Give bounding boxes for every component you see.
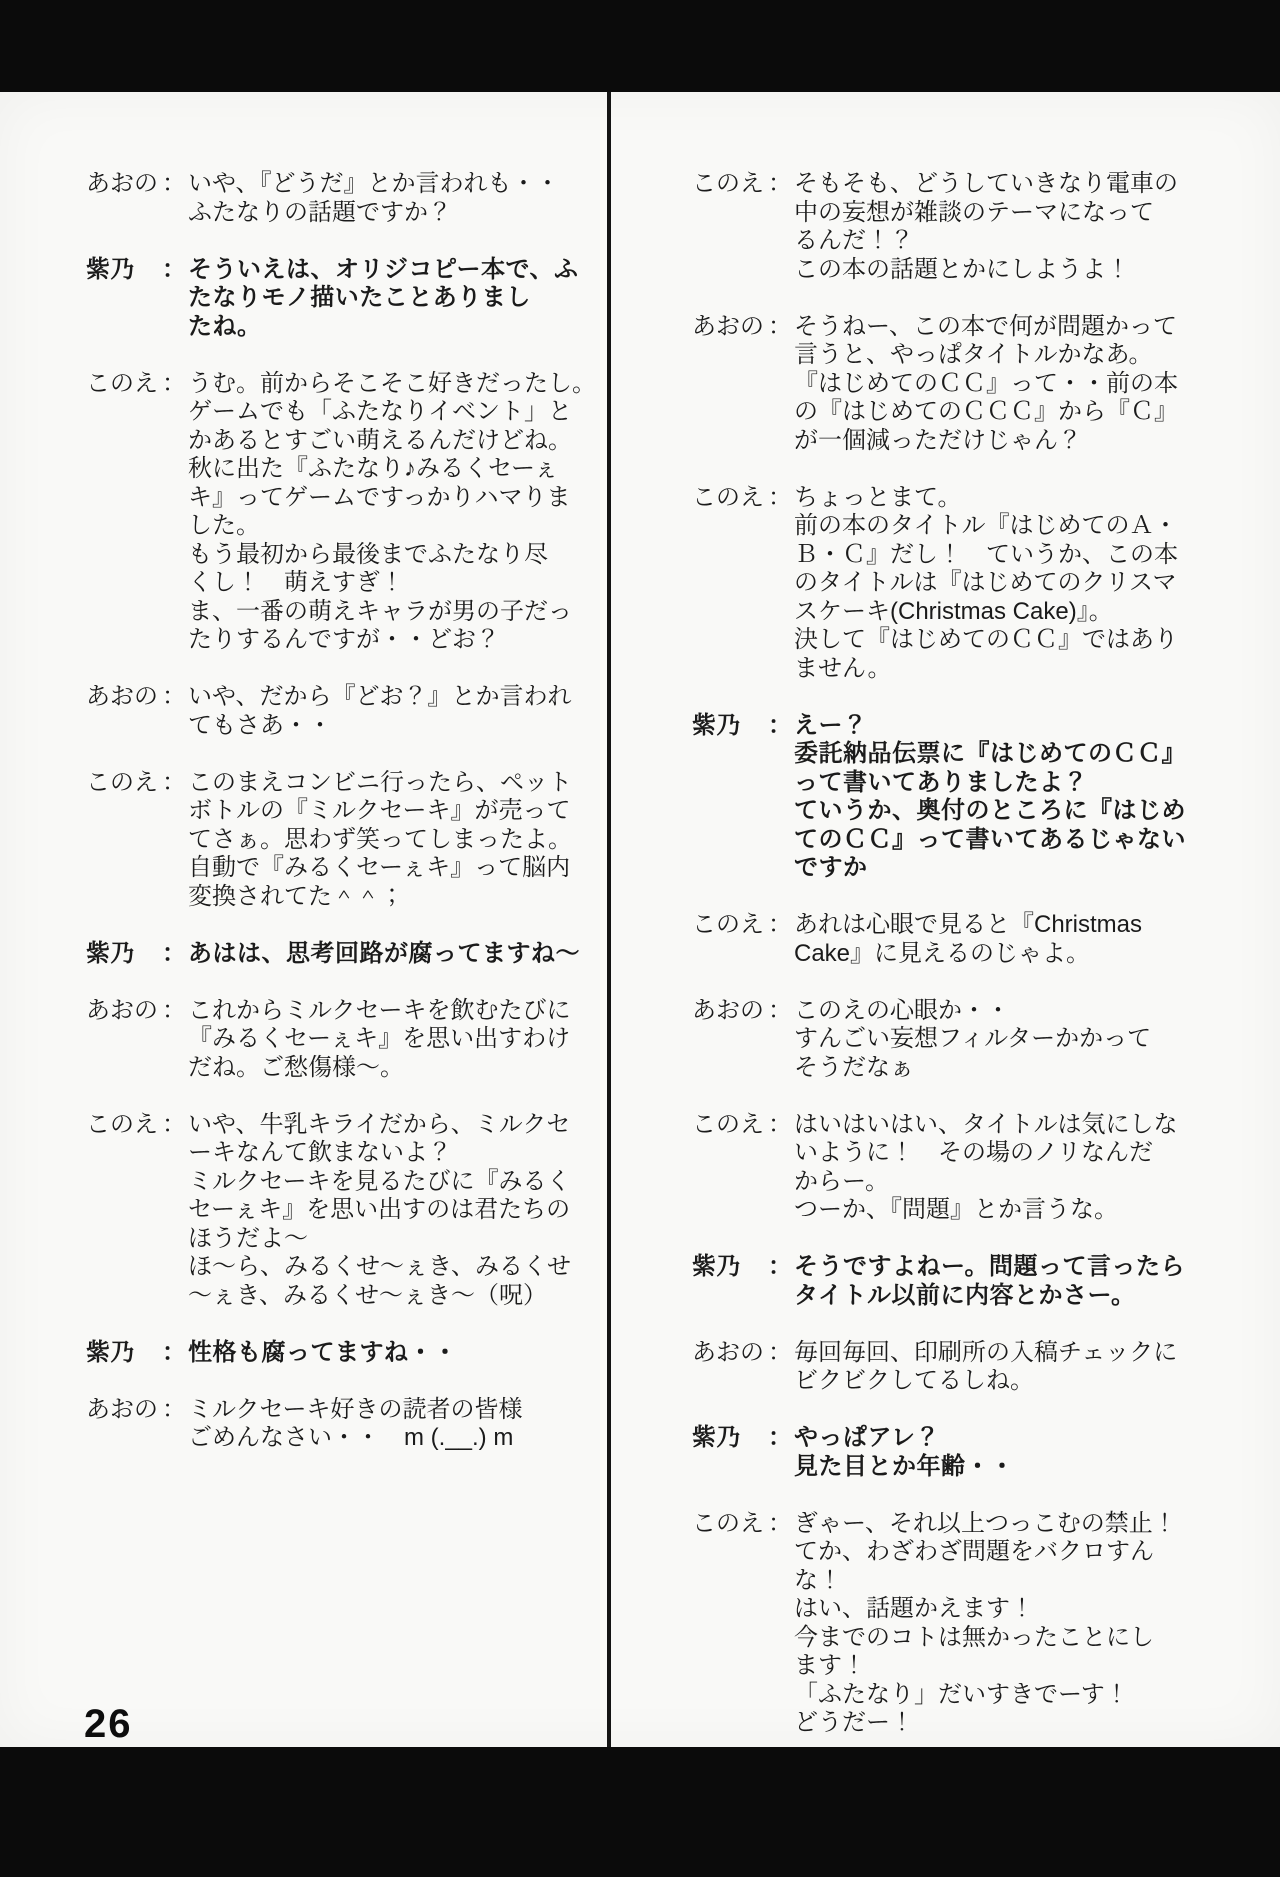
dialogue-line: そういえは、オリジコピー本で、ふ: [188, 255, 579, 283]
dialogue-line: てか、わざわざ問題をバクロすん: [794, 1538, 1154, 1565]
dialogue-line: このえの心眼か・・: [794, 996, 1010, 1024]
page-number: 26: [84, 1702, 133, 1746]
speaker-name: このえ: [692, 1110, 764, 1138]
speaker-colon: ：: [768, 170, 792, 197]
dialogue-line: もう最初から最後までふたなり尽: [188, 540, 548, 568]
dialogue-line: ミルクセーキ好きの読者の皆様: [188, 1395, 523, 1423]
dialogue-line: てさぁ。思わず笑ってしまったよ。: [188, 825, 572, 853]
dialogue-line: 変換されてた＾＾；: [188, 882, 404, 910]
dialogue-line: うむ。前からそこそこ好きだったし。: [188, 369, 596, 397]
dialogue-line: ていうか、奥付のところに『はじめ: [794, 797, 1186, 824]
dialogue-lines: [794, 997, 1212, 1083]
dialogue-line: のタイトルは『はじめてのクリスマ: [794, 569, 1177, 596]
speaker-colon: ：: [768, 312, 792, 340]
dialogue-lines: [188, 1339, 598, 1368]
dialogue-block: [86, 769, 598, 912]
dialogue-lines: [188, 997, 598, 1083]
dialogue-line: あはは、思考回路が腐ってますね～: [188, 939, 580, 967]
dialogue-block: [692, 1424, 1212, 1481]
speaker-colon: ：: [162, 996, 186, 1024]
dialogue-line: キ』ってゲームですっかりハマりま: [188, 483, 571, 511]
dialogue-line: かあるとすごい萌えるんだけどね。: [188, 426, 572, 454]
dialogue-line: ま、一番の萌えキャラが男の子だっ: [188, 597, 572, 625]
dialogue-lines: [794, 1510, 1212, 1738]
dialogue-line: くし！ 萌えすぎ！: [188, 569, 404, 596]
speaker-name: このえ: [692, 170, 764, 197]
dialogue-line: そうだなぁ: [794, 1053, 914, 1081]
dialogue-line: たなりモノ描いたことありまし: [188, 284, 531, 311]
speaker-name: このえ: [692, 483, 764, 511]
speaker-name: このえ: [86, 1110, 158, 1138]
speaker-colon: ：: [162, 768, 186, 796]
dialogue-block: [86, 683, 598, 740]
speaker-name: あおの: [692, 996, 764, 1024]
dialogue-lines: [794, 313, 1212, 456]
dialogue-lines: [794, 1111, 1212, 1225]
dialogue-block: [692, 313, 1212, 456]
dialogue-line: Ｂ・Ｃ』だし！ ていうか、この本: [794, 540, 1178, 568]
dialogue-line: いや、だから『どお？』とか言われ: [188, 683, 572, 710]
scan-top-border: [0, 0, 1280, 92]
dialogue-block: [692, 911, 1212, 968]
speaker-name: 紫乃: [692, 711, 741, 739]
speaker-name: このえ: [692, 1509, 764, 1537]
dialogue-line: 『はじめてのＣＣ』って・・前の本: [794, 369, 1178, 397]
speaker-colon: ：: [768, 1424, 793, 1451]
dialogue-line: Cake』に見えるのじゃよ。: [794, 939, 1091, 967]
dialogue-line: ごめんなさい・・ m (.__.) m: [188, 1424, 514, 1451]
dialogue-line: この本の話題とかにしようよ！: [794, 255, 1130, 283]
speaker-name: あおの: [86, 996, 158, 1024]
dialogue-block: [86, 997, 598, 1083]
dialogue-line: 決して『はじめてのＣＣ』ではあり: [794, 626, 1178, 653]
dialogue-line: ほうだよ～: [188, 1224, 308, 1252]
dialogue-lines: [794, 712, 1212, 883]
dialogue-block: [86, 1111, 598, 1311]
speaker-name: あおの: [692, 1338, 764, 1366]
speaker-colon: ：: [162, 170, 186, 197]
dialogue-line: いや、『どうだ』とか言われも・・: [188, 170, 560, 197]
dialogue-line: そもそも、どうしていきなり電車の: [794, 170, 1178, 197]
dialogue-line: だね。ご愁傷様～。: [188, 1053, 404, 1081]
dialogue-line: の『はじめてのＣＣＣ』から『Ｃ』: [794, 398, 1178, 425]
dialogue-line: たね。: [188, 312, 262, 340]
dialogue-line: ぎゃー、それ以上つっこむの禁止！: [794, 1509, 1177, 1537]
dialogue-line: ミルクセーキを見るたびに『みるく: [188, 1167, 571, 1195]
speaker-colon: ：: [768, 1338, 792, 1366]
dialogue-line: 毎回毎回、印刷所の入稿チェックに: [794, 1338, 1178, 1366]
page-sheet: [0, 92, 1280, 1747]
dialogue-lines: [794, 484, 1212, 684]
dialogue-lines: [188, 769, 598, 912]
dialogue-line: ます！: [794, 1652, 866, 1679]
dialogue-lines: [188, 370, 598, 655]
dialogue-block: [86, 170, 598, 227]
dialogue-line: 見た目とか年齢・・: [794, 1452, 1015, 1480]
dialogue-line: やっぱアレ？: [794, 1424, 941, 1451]
dialogue-line: 委託納品伝票に『はじめてのＣＣ』: [794, 740, 1186, 767]
dialogue-line: はいはいはい、タイトルは気にしな: [794, 1110, 1178, 1138]
speaker-colon: ：: [768, 996, 792, 1024]
dialogue-block: [692, 484, 1212, 684]
speaker-colon: ：: [162, 1338, 187, 1366]
dialogue-lines: [794, 1253, 1212, 1310]
dialogue-lines: [794, 911, 1212, 968]
dialogue-line: あれは心眼で見ると『Christmas: [794, 911, 1143, 938]
dialogue-block: [692, 1111, 1212, 1225]
dialogue-line: からー。: [794, 1167, 890, 1195]
scan-bottom-border: [0, 1747, 1280, 1877]
dialogue-lines: [188, 256, 598, 342]
dialogue-lines: [188, 683, 598, 740]
speaker-colon: ：: [162, 255, 187, 283]
dialogue-line: 性格も腐ってますね・・: [188, 1338, 458, 1366]
dialogue-line: 言うと、やっぱタイトルかなあ。: [794, 341, 1153, 368]
dialogue-line: たりするんですが・・どお？: [188, 626, 500, 653]
speaker-colon: ：: [162, 1110, 186, 1138]
dialogue-line: えー？: [794, 711, 868, 739]
dialogue-line: セーぇキ』を思い出すのは君たちの: [188, 1196, 571, 1223]
dialogue-line: どうだー！: [794, 1709, 914, 1736]
dialogue-line: ですか: [794, 854, 868, 881]
dialogue-column-right: [692, 170, 1212, 1766]
dialogue-line: スケーキ(Christmas Cake)』。: [794, 597, 1113, 625]
speaker-colon: ：: [768, 1509, 792, 1537]
dialogue-line: そうねー、この本で何が問題かって: [794, 312, 1178, 340]
dialogue-line: いや、牛乳キライだから、ミルクセ: [188, 1110, 571, 1138]
dialogue-line: ーキなんて飲まないよ？: [188, 1139, 452, 1166]
speaker-colon: ：: [162, 1395, 186, 1423]
dialogue-line: このまえコンビニ行ったら、ペット: [188, 768, 572, 796]
dialogue-line: るんだ！？: [794, 227, 914, 254]
dialogue-block: [692, 170, 1212, 284]
dialogue-block: [86, 1396, 598, 1453]
speaker-name: 紫乃: [692, 1253, 741, 1280]
dialogue-line: ちょっとまて。: [794, 483, 962, 511]
speaker-name: あおの: [692, 312, 764, 340]
dialogue-lines: [188, 940, 598, 969]
dialogue-line: ほ～ら、みるくせ～ぇき、みるくせ: [188, 1253, 572, 1280]
dialogue-line: つーか、『問題』とか言うな。: [794, 1196, 1118, 1223]
dialogue-line: ビクビクしてるしね。: [794, 1367, 1034, 1394]
dialogue-line: ふたなりの話題ですか？: [188, 198, 452, 226]
dialogue-line: てもさあ・・: [188, 711, 332, 739]
speaker-name: このえ: [86, 369, 158, 397]
dialogue-column-left: [86, 170, 598, 1481]
dialogue-line: ゲームでも「ふたなりイベント」と: [188, 398, 572, 425]
speaker-name: 紫乃: [86, 939, 135, 967]
dialogue-line: タイトル以前に内容とかさー。: [794, 1281, 1136, 1309]
speaker-colon: ：: [162, 683, 186, 710]
speaker-colon: ：: [768, 911, 792, 938]
dialogue-lines: [188, 1111, 598, 1311]
dialogue-lines: [794, 1424, 1212, 1481]
speaker-name: このえ: [692, 911, 764, 938]
dialogue-line: が一個減っただけじゃん？: [794, 426, 1082, 454]
speaker-colon: ：: [768, 1253, 793, 1280]
dialogue-line: 「ふたなり」だいすきでーす！: [794, 1680, 1129, 1708]
dialogue-line: ボトルの『ミルクセーキ』が売って: [188, 797, 571, 824]
dialogue-line: これからミルクセーキを飲むたびに: [188, 996, 571, 1024]
speaker-colon: ：: [768, 711, 793, 739]
column-divider: [607, 92, 611, 1747]
dialogue-line: した。: [188, 512, 260, 539]
speaker-colon: ：: [768, 483, 792, 511]
dialogue-block: [692, 1253, 1212, 1310]
dialogue-line: 『みるくセーぇキ』を思い出すわけ: [188, 1025, 571, 1052]
dialogue-line: 自動で『みるくセーぇキ』って脳内: [188, 854, 571, 881]
dialogue-block: [692, 712, 1212, 883]
dialogue-line: 秋に出た『ふたなり♪みるくセーぇ: [188, 455, 559, 482]
dialogue-block: [86, 256, 598, 342]
dialogue-lines: [188, 170, 598, 227]
speaker-name: あおの: [86, 1395, 158, 1423]
dialogue-line: 中の妄想が雑談のテーマになって: [794, 198, 1154, 226]
dialogue-block: [86, 370, 598, 655]
dialogue-line: そうですよねー。問題って言ったら: [794, 1253, 1186, 1280]
dialogue-lines: [794, 1339, 1212, 1396]
dialogue-line: ません。: [794, 654, 892, 682]
speaker-name: 紫乃: [86, 255, 135, 283]
dialogue-block: [692, 997, 1212, 1083]
speaker-name: 紫乃: [692, 1424, 741, 1451]
dialogue-lines: [188, 1396, 598, 1453]
dialogue-line: はい、話題かえます！: [794, 1595, 1034, 1622]
dialogue-line: ～ぇき、みるくせ～ぇき～（呪）: [188, 1281, 548, 1309]
dialogue-line: 前の本のタイトル『はじめてのＡ・: [794, 512, 1178, 539]
speaker-name: このえ: [86, 768, 158, 796]
speaker-name: 紫乃: [86, 1338, 135, 1366]
speaker-colon: ：: [162, 369, 186, 397]
dialogue-line: てのＣＣ』って書いてあるじゃない: [794, 825, 1186, 853]
speaker-name: あおの: [86, 683, 158, 710]
dialogue-block: [86, 1339, 598, 1368]
speaker-colon: ：: [162, 939, 187, 967]
dialogue-block: [86, 940, 598, 969]
dialogue-line: 今までのコトは無かったことにし: [794, 1623, 1154, 1651]
dialogue-line: な！: [794, 1566, 842, 1594]
dialogue-line: いように！ その場のノリなんだ: [794, 1139, 1154, 1166]
speaker-colon: ：: [768, 1110, 792, 1138]
speaker-name: あおの: [86, 170, 158, 197]
dialogue-line: って書いてありましたよ？: [794, 768, 1088, 796]
dialogue-block: [692, 1510, 1212, 1738]
dialogue-lines: [794, 170, 1212, 284]
dialogue-block: [692, 1339, 1212, 1396]
dialogue-line: すんごい妄想フィルターかかって: [794, 1025, 1152, 1052]
